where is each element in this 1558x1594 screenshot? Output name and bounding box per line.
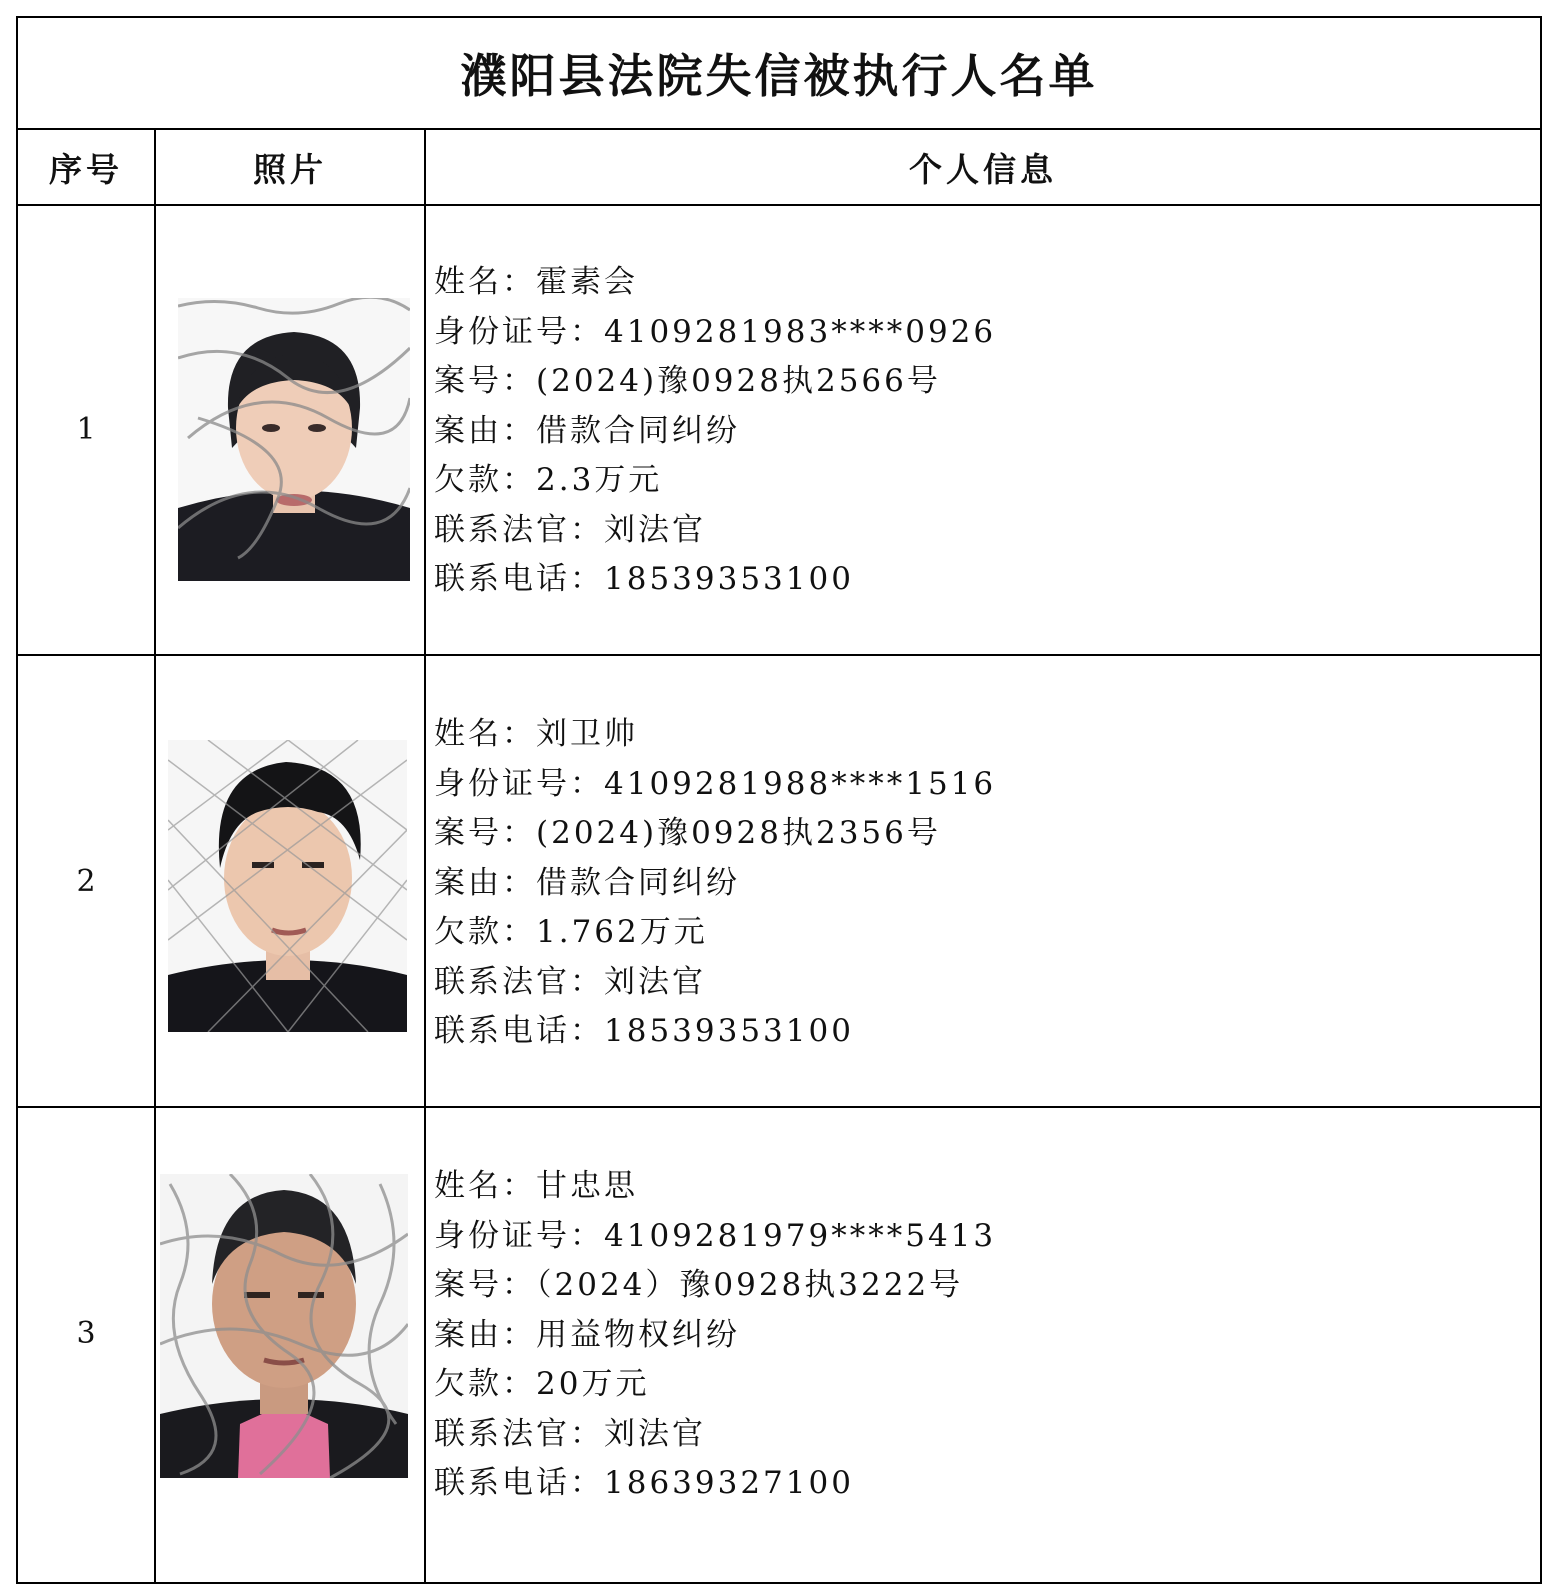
row-number: 3 bbox=[76, 1315, 96, 1351]
info-phone: 联系电话：18539353100 bbox=[434, 561, 854, 597]
info-phone: 联系电话：18539353100 bbox=[434, 1013, 854, 1049]
info-debt: 欠款：20万元 bbox=[434, 1366, 650, 1402]
info-name: 姓名：刘卫帅 bbox=[434, 716, 638, 752]
personal-info bbox=[434, 258, 996, 605]
info-case-cause: 案由：借款合同纠纷 bbox=[434, 864, 740, 901]
header-row bbox=[18, 130, 1540, 206]
portrait-photo bbox=[178, 298, 410, 581]
table-row bbox=[18, 1108, 1540, 1558]
info-case-number: 案号：(2024)豫0928执2356号 bbox=[434, 815, 941, 851]
title-row bbox=[18, 18, 1540, 130]
info-judge: 联系法官：刘法官 bbox=[434, 1415, 706, 1452]
portrait-photo bbox=[160, 1174, 408, 1478]
page-title: 濮阳县法院失信被执行人名单 bbox=[460, 49, 1098, 103]
row-number: 2 bbox=[76, 863, 96, 899]
personal-info bbox=[434, 1162, 996, 1509]
info-id-number: 身份证号：4109281983****0926 bbox=[434, 313, 997, 350]
info-case-cause: 案由：用益物权纠纷 bbox=[434, 1316, 740, 1353]
header-photo: 照片 bbox=[253, 149, 327, 189]
table-row bbox=[18, 204, 1540, 656]
header-seq: 序号 bbox=[49, 149, 123, 189]
info-name: 姓名：甘忠思 bbox=[434, 1168, 638, 1204]
info-debt: 欠款：2.3万元 bbox=[434, 462, 663, 498]
personal-info bbox=[434, 710, 996, 1057]
info-case-cause: 案由：借款合同纠纷 bbox=[434, 412, 740, 449]
info-name: 姓名：霍素会 bbox=[434, 264, 638, 300]
info-debt: 欠款：1.762万元 bbox=[434, 914, 708, 950]
info-phone: 联系电话：18639327100 bbox=[434, 1465, 854, 1501]
info-id-number: 身份证号：4109281979****5413 bbox=[434, 1217, 997, 1254]
info-case-number: 案号：（2024）豫0928执3222号 bbox=[434, 1267, 964, 1303]
info-judge: 联系法官：刘法官 bbox=[434, 963, 706, 1000]
portrait-photo bbox=[168, 740, 407, 1032]
defaulter-list-table bbox=[16, 16, 1542, 1584]
info-judge: 联系法官：刘法官 bbox=[434, 511, 706, 548]
table-row bbox=[18, 656, 1540, 1108]
info-case-number: 案号：(2024)豫0928执2566号 bbox=[434, 363, 941, 399]
row-number: 1 bbox=[76, 411, 96, 447]
header-info: 个人信息 bbox=[909, 149, 1057, 189]
info-id-number: 身份证号：4109281988****1516 bbox=[434, 765, 997, 802]
